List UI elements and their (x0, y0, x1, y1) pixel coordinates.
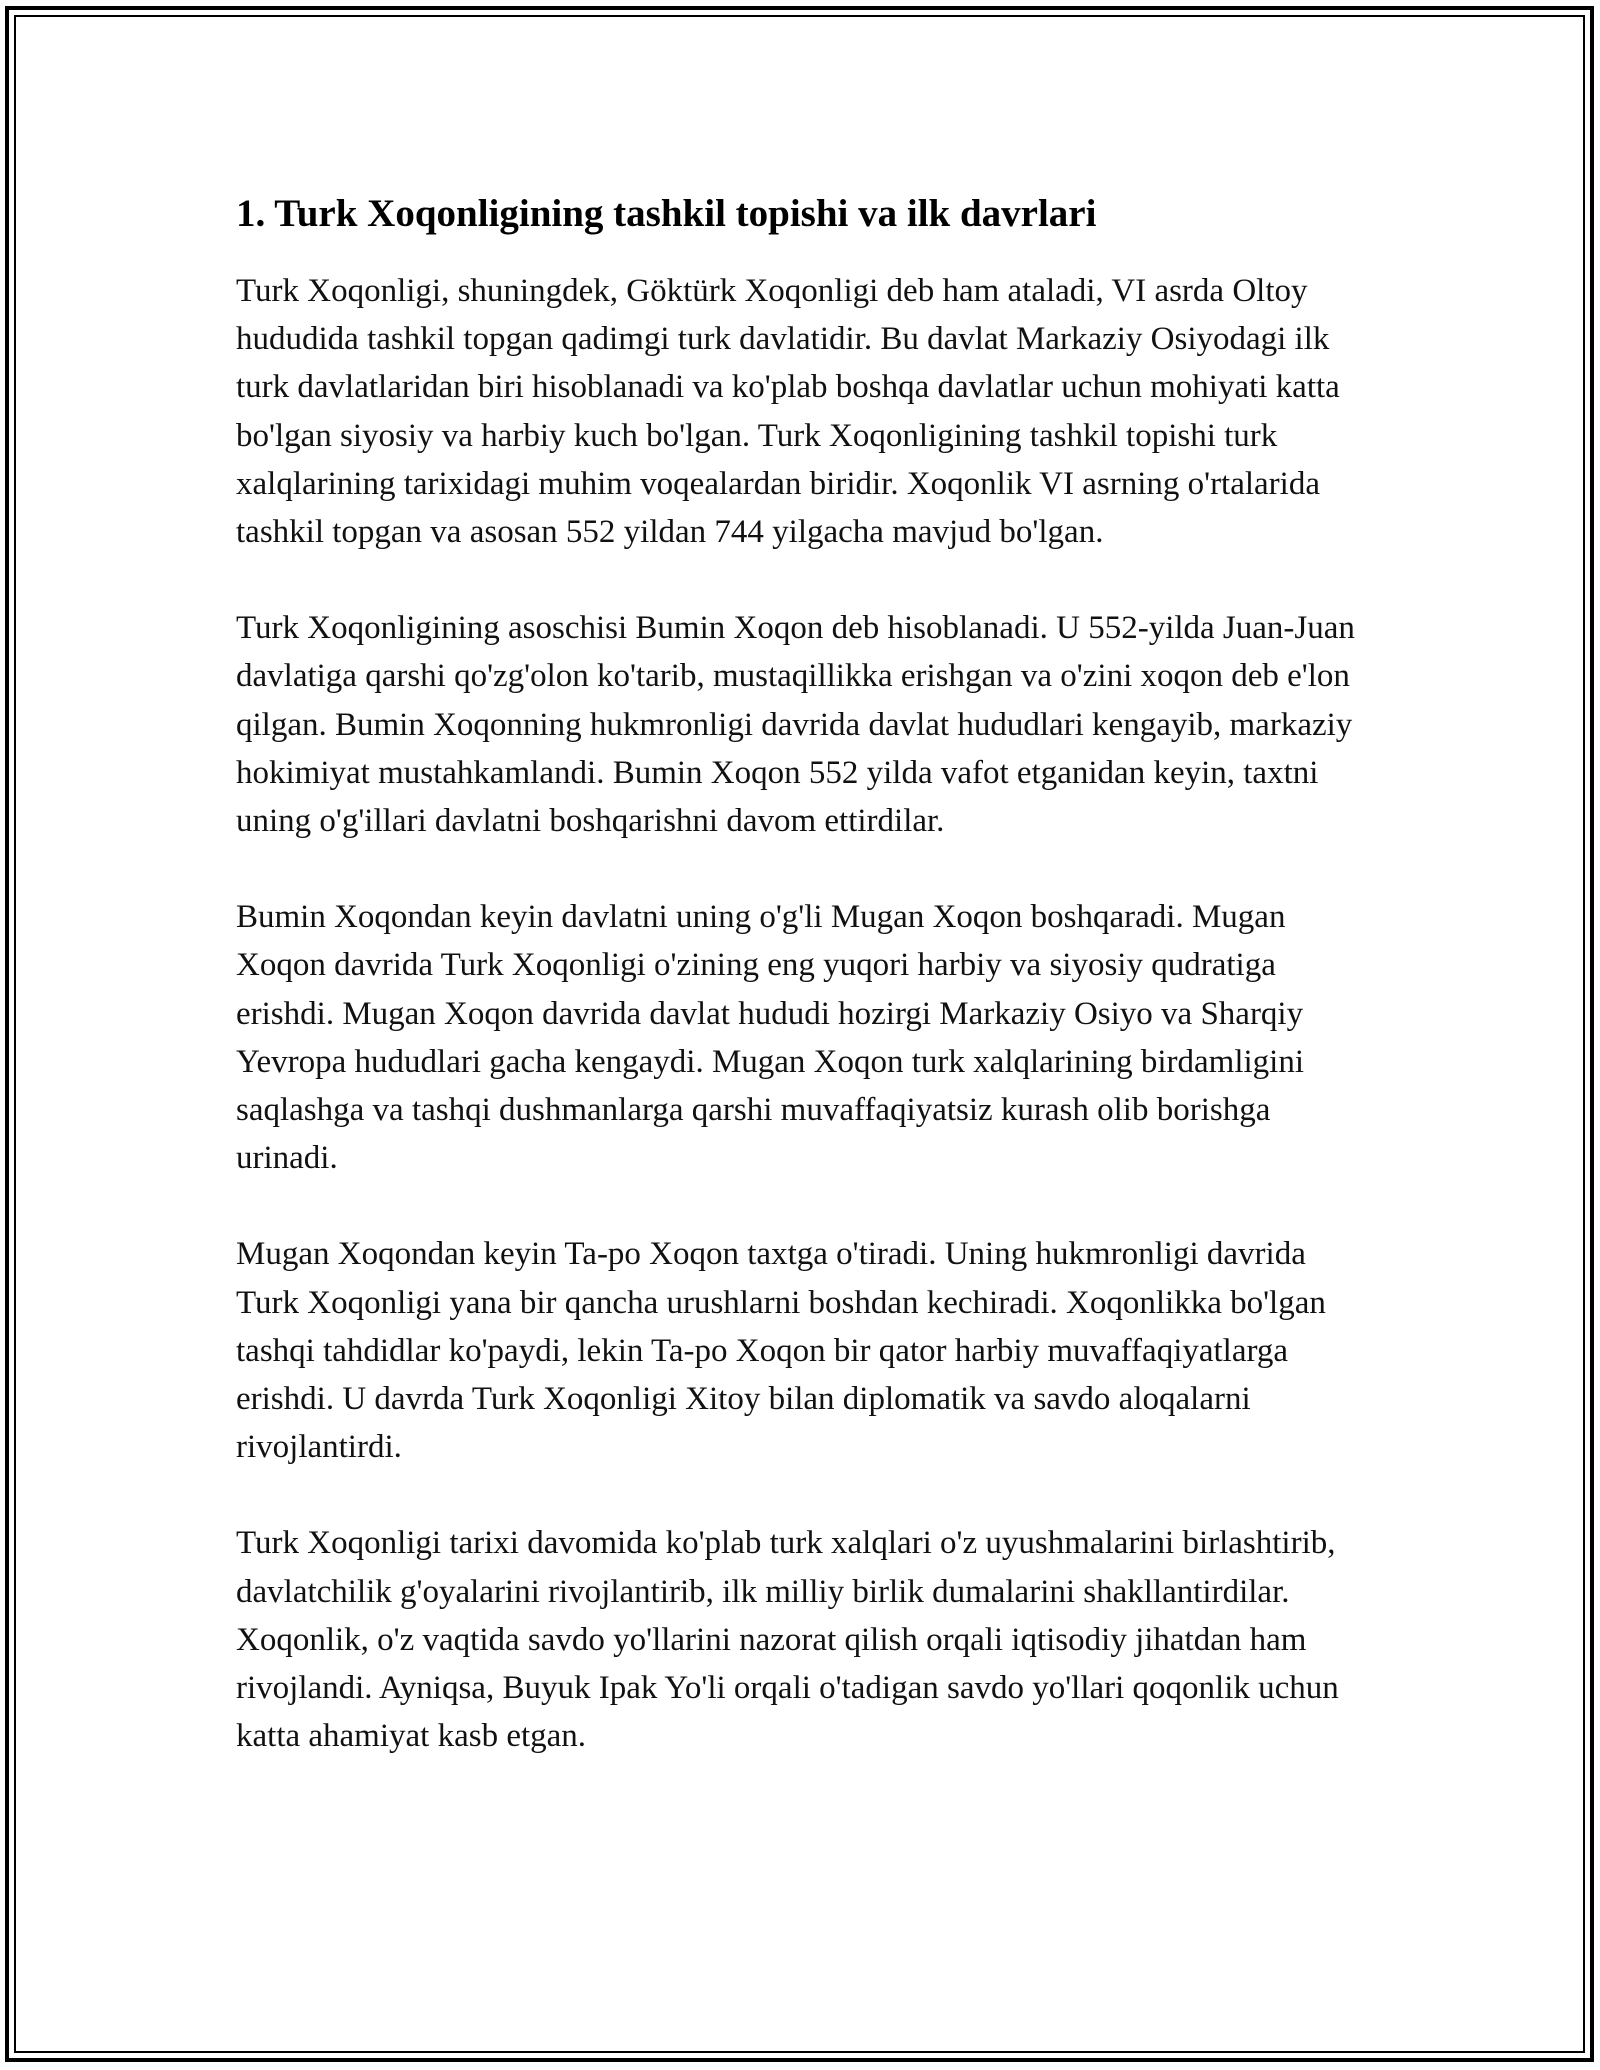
document-body (236, 183, 1376, 1808)
paragraph-bumin-xoqon: Turk Xoqonligining asoschisi Bumin Xoqon deb hisoblanadi. U 552-yilda Juan-Juan davlatiga qarshi qo'zg'olon ko'tarib, mustaqillikka erishgan va o'zini xoqon deb e'lon qilgan. Bumin Xoqonning hukmronligi davrida davlat hududlari kengayib, markaziy hokimiyat mustahkamlandi. Bumin Xoqon 552 yilda vafot etganidan keyin, taxtni uning o'g'illari davlatni boshqarishni davom ettirdilar. (236, 610, 1355, 840)
paragraph-founding: Turk Xoqonligi, shuningdek, Göktürk Xoqonligi deb ham ataladi, VI asrda Oltoy hududida tashkil topgan qadimgi turk davlatidir. Bu davlat Markaziy Osiyodagi ilk turk davlatlaridan biri hisoblanadi va ko'plab boshqa davlatlar uchun mohiyati katta bo'lgan siyosiy va harbiy kuch bo'lgan. Turk Xoqonligining tashkil topishi turk xalqlarining tarixidagi muhim voqealardan biridir. Xoqonlik VI asrning o'rtalarida tashkil topgan va asosan 552 yildan 744 yilgacha mavjud bo'lgan. (236, 273, 1340, 551)
section-heading: 1. Turk Xoqonligining tashkil topishi va ilk davrlari (236, 192, 1097, 235)
paragraph-legacy: Turk Xoqonligi tarixi davomida ko'plab turk xalqlari o'z uyushmalarini birlashtirib, davlatchilik g'oyalarini rivojlantirib, ilk milliy birlik dumalarini shakllantirdilar. Xoqonlik, o'z vaqtida savdo yo'llarini nazorat qilish orqali iqtisodiy jihatdan ham rivojlandi. Ayniqsa, Buyuk Ipak Yo'li orqali o'tadigan savdo yo'llari qoqonlik uchun katta ahamiyat kasb etgan. (236, 1525, 1339, 1755)
paragraph-tapo-xoqon: Mugan Xoqondan keyin Ta-po Xoqon taxtga o'tiradi. Uning hukmronligi davrida Turk Xoqonligi yana bir qancha urushlarni boshdan kechiradi. Xoqonlikka bo'lgan tashqi tahdidlar ko'paydi, lekin Ta-po Xoqon bir qator harbiy muvaffaqiyatlarga erishdi. U davrda Turk Xoqonligi Xitoy bilan diplomatik va savdo aloqalarni rivojlantirdi. (236, 1236, 1326, 1466)
paragraph-mugan-xoqon: Bumin Xoqondan keyin davlatni uning o'g'li Mugan Xoqon boshqaradi. Mugan Xoqon davrida Turk Xoqonligi o'zining eng yuqori harbiy va siyosiy qudratiga erishdi. Mugan Xoqon davrida davlat hududi hozirgi Markaziy Osiyo va Sharqiy Yevropa hududlari gacha kengaydi. Mugan Xoqon turk xalqlarining birdamligini saqlashga va tashqi dushmanlarga qarshi muvaffaqiyatsiz kurash olib borishga urinadi. (236, 899, 1305, 1177)
